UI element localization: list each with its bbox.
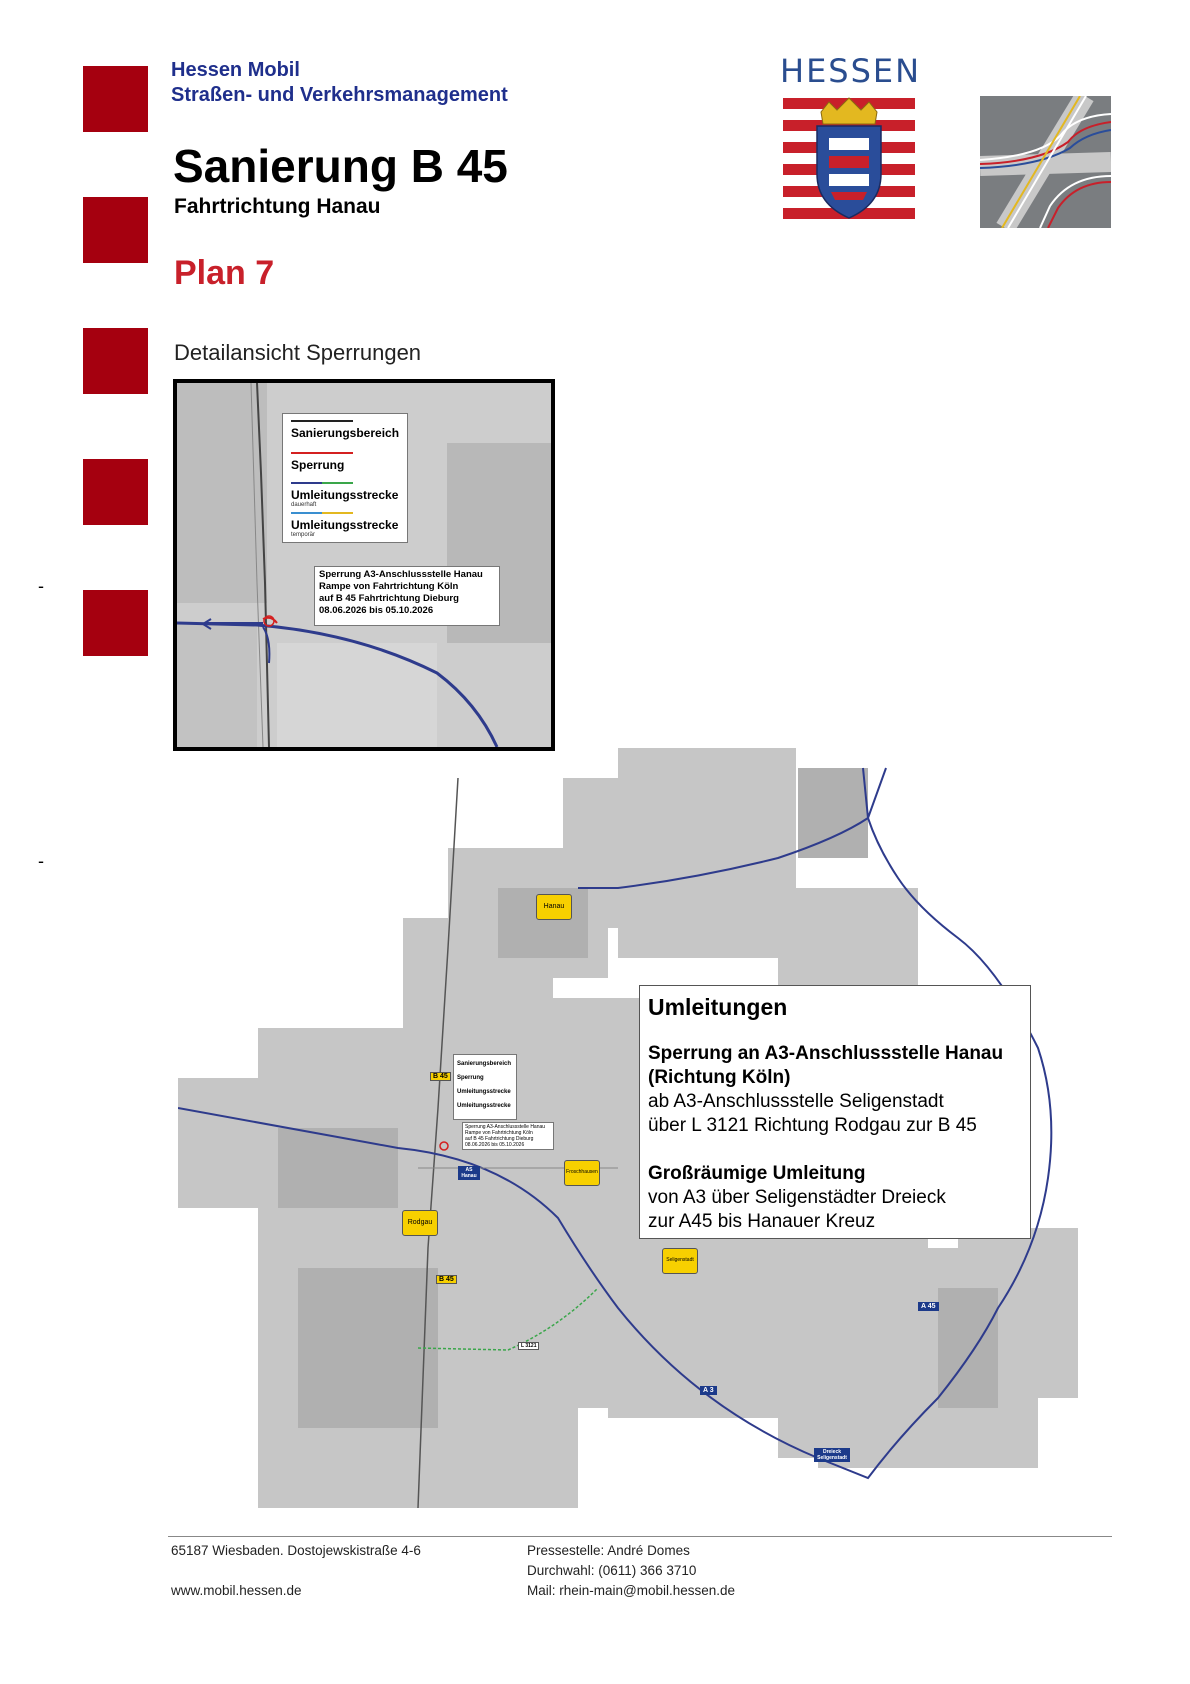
footer-address: 65187 Wiesbaden. Dostojewskistraße 4-6 xyxy=(171,1543,421,1558)
legend-umleitung-dauer: Umleitungsstrecke xyxy=(291,488,399,502)
page-subtitle: Fahrtrichtung Hanau xyxy=(174,195,381,218)
footer-phone: Durchwahl: (0611) 366 3710 xyxy=(527,1563,697,1578)
dash-marker: - xyxy=(38,576,44,596)
detail-legend xyxy=(282,413,408,543)
detour-heading-1-line-2: (Richtung Köln) xyxy=(648,1067,791,1088)
org-line-1: Hessen Mobil xyxy=(171,59,300,81)
legend-umleitung-dauer-sub: dauerhaft xyxy=(291,502,317,508)
hessen-wordmark: HESSEN xyxy=(780,52,922,90)
road-sign-l3121: L 3121 xyxy=(518,1342,539,1350)
interchange-sign-dreieck: Dreieck Seligenstadt xyxy=(814,1448,850,1462)
organization-name xyxy=(171,58,508,108)
overview-closure-info xyxy=(462,1122,554,1150)
legend-line-sperrung xyxy=(291,452,353,454)
legend-line-sanierung xyxy=(291,420,353,422)
detour-text-1-line-2: über L 3121 Richtung Rodgau zur B 45 xyxy=(648,1115,977,1136)
legend-sanierungsbereich: Sanierungsbereich xyxy=(291,426,400,440)
detour-text-2-line-1: von A3 über Seligenstädter Dreieck xyxy=(648,1187,946,1208)
exit-sign-as-hanau: AS Hanau xyxy=(458,1166,480,1180)
closure-line-3: auf B 45 Fahrtrichtung Dieburg xyxy=(319,593,459,604)
page-title: Sanierung B 45 xyxy=(173,140,508,192)
footer-email[interactable]: Mail: rhein-main@mobil.hessen.de xyxy=(527,1583,736,1598)
ov-closure-line-1: Sperrung A3-Anschlussstelle Hanau xyxy=(465,1124,546,1130)
ov-legend-sperrung: Sperrung xyxy=(457,1075,484,1081)
road-sign-b45: B 45 xyxy=(436,1275,457,1284)
ov-closure-line-4: 08.06.2026 bis 05.10.2026 xyxy=(465,1142,525,1148)
hessen-coat-of-arms-icon xyxy=(783,94,915,228)
legend-sperrung: Sperrung xyxy=(291,458,345,472)
detail-map xyxy=(173,379,555,751)
dash-marker: - xyxy=(38,851,44,871)
detour-text-2-line-2: zur A45 bis Hanauer Kreuz xyxy=(648,1211,876,1232)
decor-square-1 xyxy=(83,66,148,132)
city-sign-rodgau: Rodgau xyxy=(402,1210,438,1236)
legend-umleitung-temp: Umleitungsstrecke xyxy=(291,518,399,532)
detour-text-1-line-1: ab A3-Anschlussstelle Seligenstadt xyxy=(648,1091,944,1112)
detail-closure-info xyxy=(314,566,500,626)
detour-heading-2: Großräumige Umleitung xyxy=(648,1163,866,1184)
ov-legend-umleitung-dauer: Umleitungsstrecke xyxy=(457,1089,511,1095)
closure-line-4: 08.06.2026 bis 05.10.2026 xyxy=(319,605,434,616)
plan-number: Plan 7 xyxy=(174,254,275,292)
city-sign-froschhausen: Froschhausen xyxy=(564,1160,600,1186)
decor-square-2 xyxy=(83,197,148,263)
section-label: Detailansicht Sperrungen xyxy=(174,340,422,365)
legend-line-umleitung-temp xyxy=(291,512,353,514)
road-sign-a45: A 45 xyxy=(918,1302,939,1311)
road-sign-b45: B 45 xyxy=(430,1072,451,1081)
ov-closure-line-3: auf B 45 Fahrtrichtung Dieburg xyxy=(465,1136,534,1142)
road-sign-a3: A 3 xyxy=(700,1386,717,1395)
decor-square-4 xyxy=(83,459,148,525)
overview-legend xyxy=(453,1054,517,1120)
detour-info-box xyxy=(639,985,1031,1239)
city-sign-hanau: Hanau xyxy=(536,894,572,920)
legend-line-umleitung-dauer xyxy=(291,482,353,484)
detour-title: Umleitungen xyxy=(648,994,788,1020)
highway-interchange-logo-icon xyxy=(980,96,1111,228)
legend-umleitung-temp-sub: temporär xyxy=(291,532,316,538)
footer-website[interactable]: www.mobil.hessen.de xyxy=(171,1583,302,1598)
footer-divider xyxy=(168,1536,1112,1537)
ov-legend-umleitung-temp: Umleitungsstrecke xyxy=(457,1103,511,1109)
footer-press-contact: Pressestelle: André Domes xyxy=(527,1543,690,1558)
ov-closure-line-2: Rampe von Fahrtrichtung Köln xyxy=(465,1130,533,1136)
closure-line-1: Sperrung A3-Anschlussstelle Hanau xyxy=(319,569,483,580)
decor-square-3 xyxy=(83,328,148,394)
org-line-2: Straßen- und Verkehrsmanagement xyxy=(171,84,508,106)
ov-legend-sanierung: Sanierungsbereich xyxy=(457,1061,512,1067)
city-sign-seligenstadt: Seligenstadt xyxy=(662,1248,698,1274)
decor-square-5 xyxy=(83,590,148,656)
detour-heading-1-line-1: Sperrung an A3-Anschlussstelle Hanau xyxy=(648,1043,1004,1064)
closure-line-2: Rampe von Fahrtrichtung Köln xyxy=(319,581,459,592)
